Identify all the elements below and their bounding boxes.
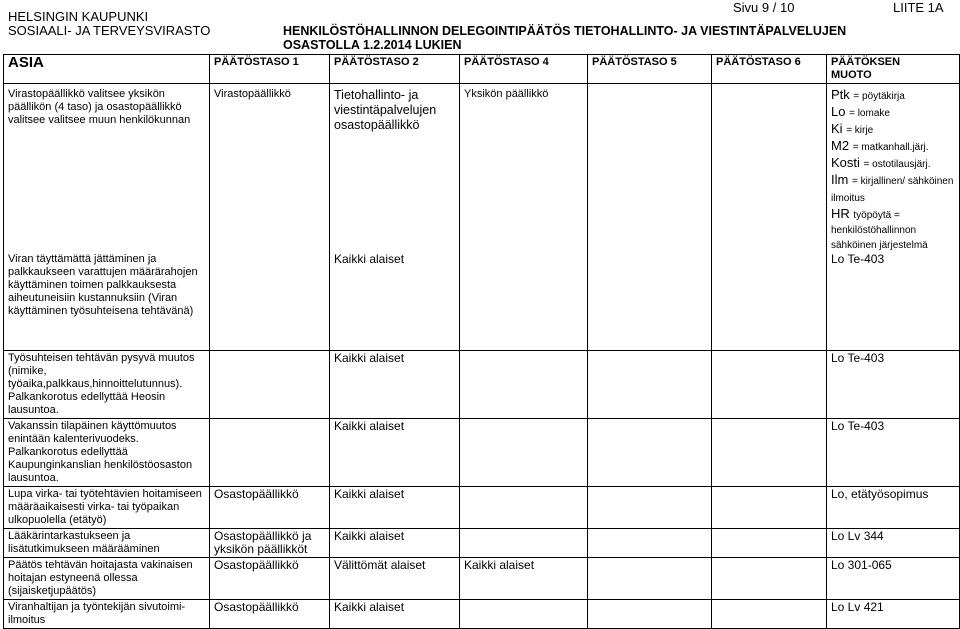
table-row	[4, 558, 960, 600]
row-taso5	[588, 252, 712, 351]
row-asia: Lupa virka- tai työtehtävien hoitamiseen määräaikaisesti virka- tai työpaikan ulkopuolella (etätyö)	[4, 487, 210, 529]
legend-item: Ptk = pöytäkirja	[831, 87, 905, 102]
col-taso4: PÄÄTÖSTASO 4	[460, 55, 588, 84]
row-taso6	[712, 600, 827, 629]
row-taso4: Kaikki alaiset	[460, 558, 588, 600]
table-row	[4, 351, 960, 419]
row-taso6	[712, 529, 827, 558]
row-taso5	[588, 351, 712, 419]
row-taso2: Kaikki alaiset	[330, 419, 460, 487]
row-taso2: Kaikki alaiset	[330, 252, 460, 351]
table-row	[4, 252, 960, 351]
row-muoto: Lo 301-065	[827, 558, 960, 600]
legend-item: Lo = lomake	[831, 104, 890, 119]
intro-row	[4, 84, 960, 253]
col-taso2: PÄÄTÖSTASO 2	[330, 55, 460, 84]
legend	[827, 84, 960, 253]
attachment-label: LIITE 1A	[893, 0, 944, 15]
table-row	[4, 487, 960, 529]
row-taso6	[712, 419, 827, 487]
row-taso1: Osastopäällikkö	[210, 558, 330, 600]
intro-taso4: Yksikön päällikkö	[460, 84, 588, 253]
organization-header	[8, 10, 210, 38]
table-header-row	[4, 55, 960, 84]
row-taso5	[588, 600, 712, 629]
row-muoto: Lo Te-403	[827, 252, 960, 351]
intro-asia-text: Virastopäällikkö valitsee yksikön päällikön (4 taso) ja osastopäällikkö valitsee valitsee muun henkilökunnan	[8, 88, 191, 126]
row-taso4	[460, 487, 588, 529]
row-taso2: Kaikki alaiset	[330, 600, 460, 629]
intro-asia	[4, 84, 210, 253]
intro-taso2: Tietohallinto- ja viestintäpalvelujen osastopäällikkö	[330, 84, 460, 253]
col-muoto: PÄÄTÖKSEN MUOTO	[827, 55, 960, 84]
legend-item: M2 = matkanhall.järj.	[831, 138, 929, 153]
row-taso1	[210, 252, 330, 351]
title-line-2: OSASTOLLA 1.2.2014 LUKIEN	[283, 38, 462, 52]
col-taso5: PÄÄTÖSTASO 5	[588, 55, 712, 84]
row-asia: Työsuhteisen tehtävän pysyvä muutos (nimike, työaika,palkkaus,hinnoittelutunnus). Palkankorotus edellyttää Heosin lausuntoa.	[4, 351, 210, 419]
delegation-table	[3, 54, 960, 629]
row-asia: Päätös tehtävän hoitajasta vakinaisen hoitajan estyneenä ollessa (sijaisketjupäätös)	[4, 558, 210, 600]
legend-item: Ki = kirje	[831, 121, 874, 136]
row-muoto: Lo Lv 421	[827, 600, 960, 629]
col-taso6: PÄÄTÖSTASO 6	[712, 55, 827, 84]
row-muoto: Lo Lv 344	[827, 529, 960, 558]
row-taso1: Osastopäällikkö	[210, 600, 330, 629]
page-number: Sivu 9 / 10	[733, 0, 795, 15]
row-taso5	[588, 558, 712, 600]
row-taso1: Osastopäällikkö ja yksikön päällikköt	[210, 529, 330, 558]
row-taso6	[712, 558, 827, 600]
intro-taso5	[588, 84, 712, 253]
table-row	[4, 600, 960, 629]
table-row	[4, 529, 960, 558]
row-taso1	[210, 419, 330, 487]
row-taso4	[460, 351, 588, 419]
row-taso6	[712, 252, 827, 351]
row-taso5	[588, 529, 712, 558]
department-name: SOSIAALI- JA TERVEYSVIRASTO	[8, 23, 211, 38]
intro-taso6	[712, 84, 827, 253]
row-muoto: Lo Te-403	[827, 419, 960, 487]
row-taso1: Osastopäällikkö	[210, 487, 330, 529]
col-taso1: PÄÄTÖSTASO 1	[210, 55, 330, 84]
row-taso4	[460, 419, 588, 487]
row-taso6	[712, 487, 827, 529]
row-taso6	[712, 351, 827, 419]
row-asia: Vakanssin tilapäinen käyttömuutos enintään kalenterivuodeks. Palkankorotus edellyttää Kaupunginkanslian henkilöstöosaston lausuntoa.	[4, 419, 210, 487]
document-title	[283, 24, 846, 52]
row-taso2: Kaikki alaiset	[330, 529, 460, 558]
row-taso5	[588, 487, 712, 529]
row-taso5	[588, 419, 712, 487]
row-taso4	[460, 600, 588, 629]
row-asia: Viran täyttämättä jättäminen ja palkkaukseen varattujen määrärahojen käyttäminen toimen palkkauksesta aiheutuneisiin kustannuksiin (Viran käyttäminen työsuhteisena tehtävänä)	[4, 252, 210, 351]
title-line-1: HENKILÖSTÖHALLINNON DELEGOINTIPÄÄTÖS TIETOHALLINTO- JA VIESTINTÄPALVELUJEN	[283, 24, 847, 38]
row-asia: Lääkärintarkastukseen ja lisätutkimukseen määrääminen	[4, 529, 210, 558]
row-taso4	[460, 529, 588, 558]
col-asia: ASIA	[4, 55, 210, 84]
legend-item: HR työpöytä = henkilöstöhallinnon sähköinen järjestelmä	[831, 206, 928, 251]
row-taso4	[460, 252, 588, 351]
legend-item: Kosti = ostotilausjärj.	[831, 155, 931, 170]
org-name: HELSINGIN KAUPUNKI	[8, 9, 149, 24]
row-taso1	[210, 351, 330, 419]
table-row	[4, 419, 960, 487]
row-taso2: Kaikki alaiset	[330, 487, 460, 529]
row-muoto: Lo Te-403	[827, 351, 960, 419]
row-asia: Viranhaltijan ja työntekijän sivutoimi-ilmoitus	[4, 600, 210, 629]
row-muoto: Lo, etätyösopimus	[827, 487, 960, 529]
legend-item: Ilm = kirjallinen/ sähköinen ilmoitus	[831, 172, 954, 204]
intro-taso1: Virastopäällikkö	[210, 84, 330, 253]
row-taso2: Kaikki alaiset	[330, 351, 460, 419]
row-taso2: Välittömät alaiset	[330, 558, 460, 600]
